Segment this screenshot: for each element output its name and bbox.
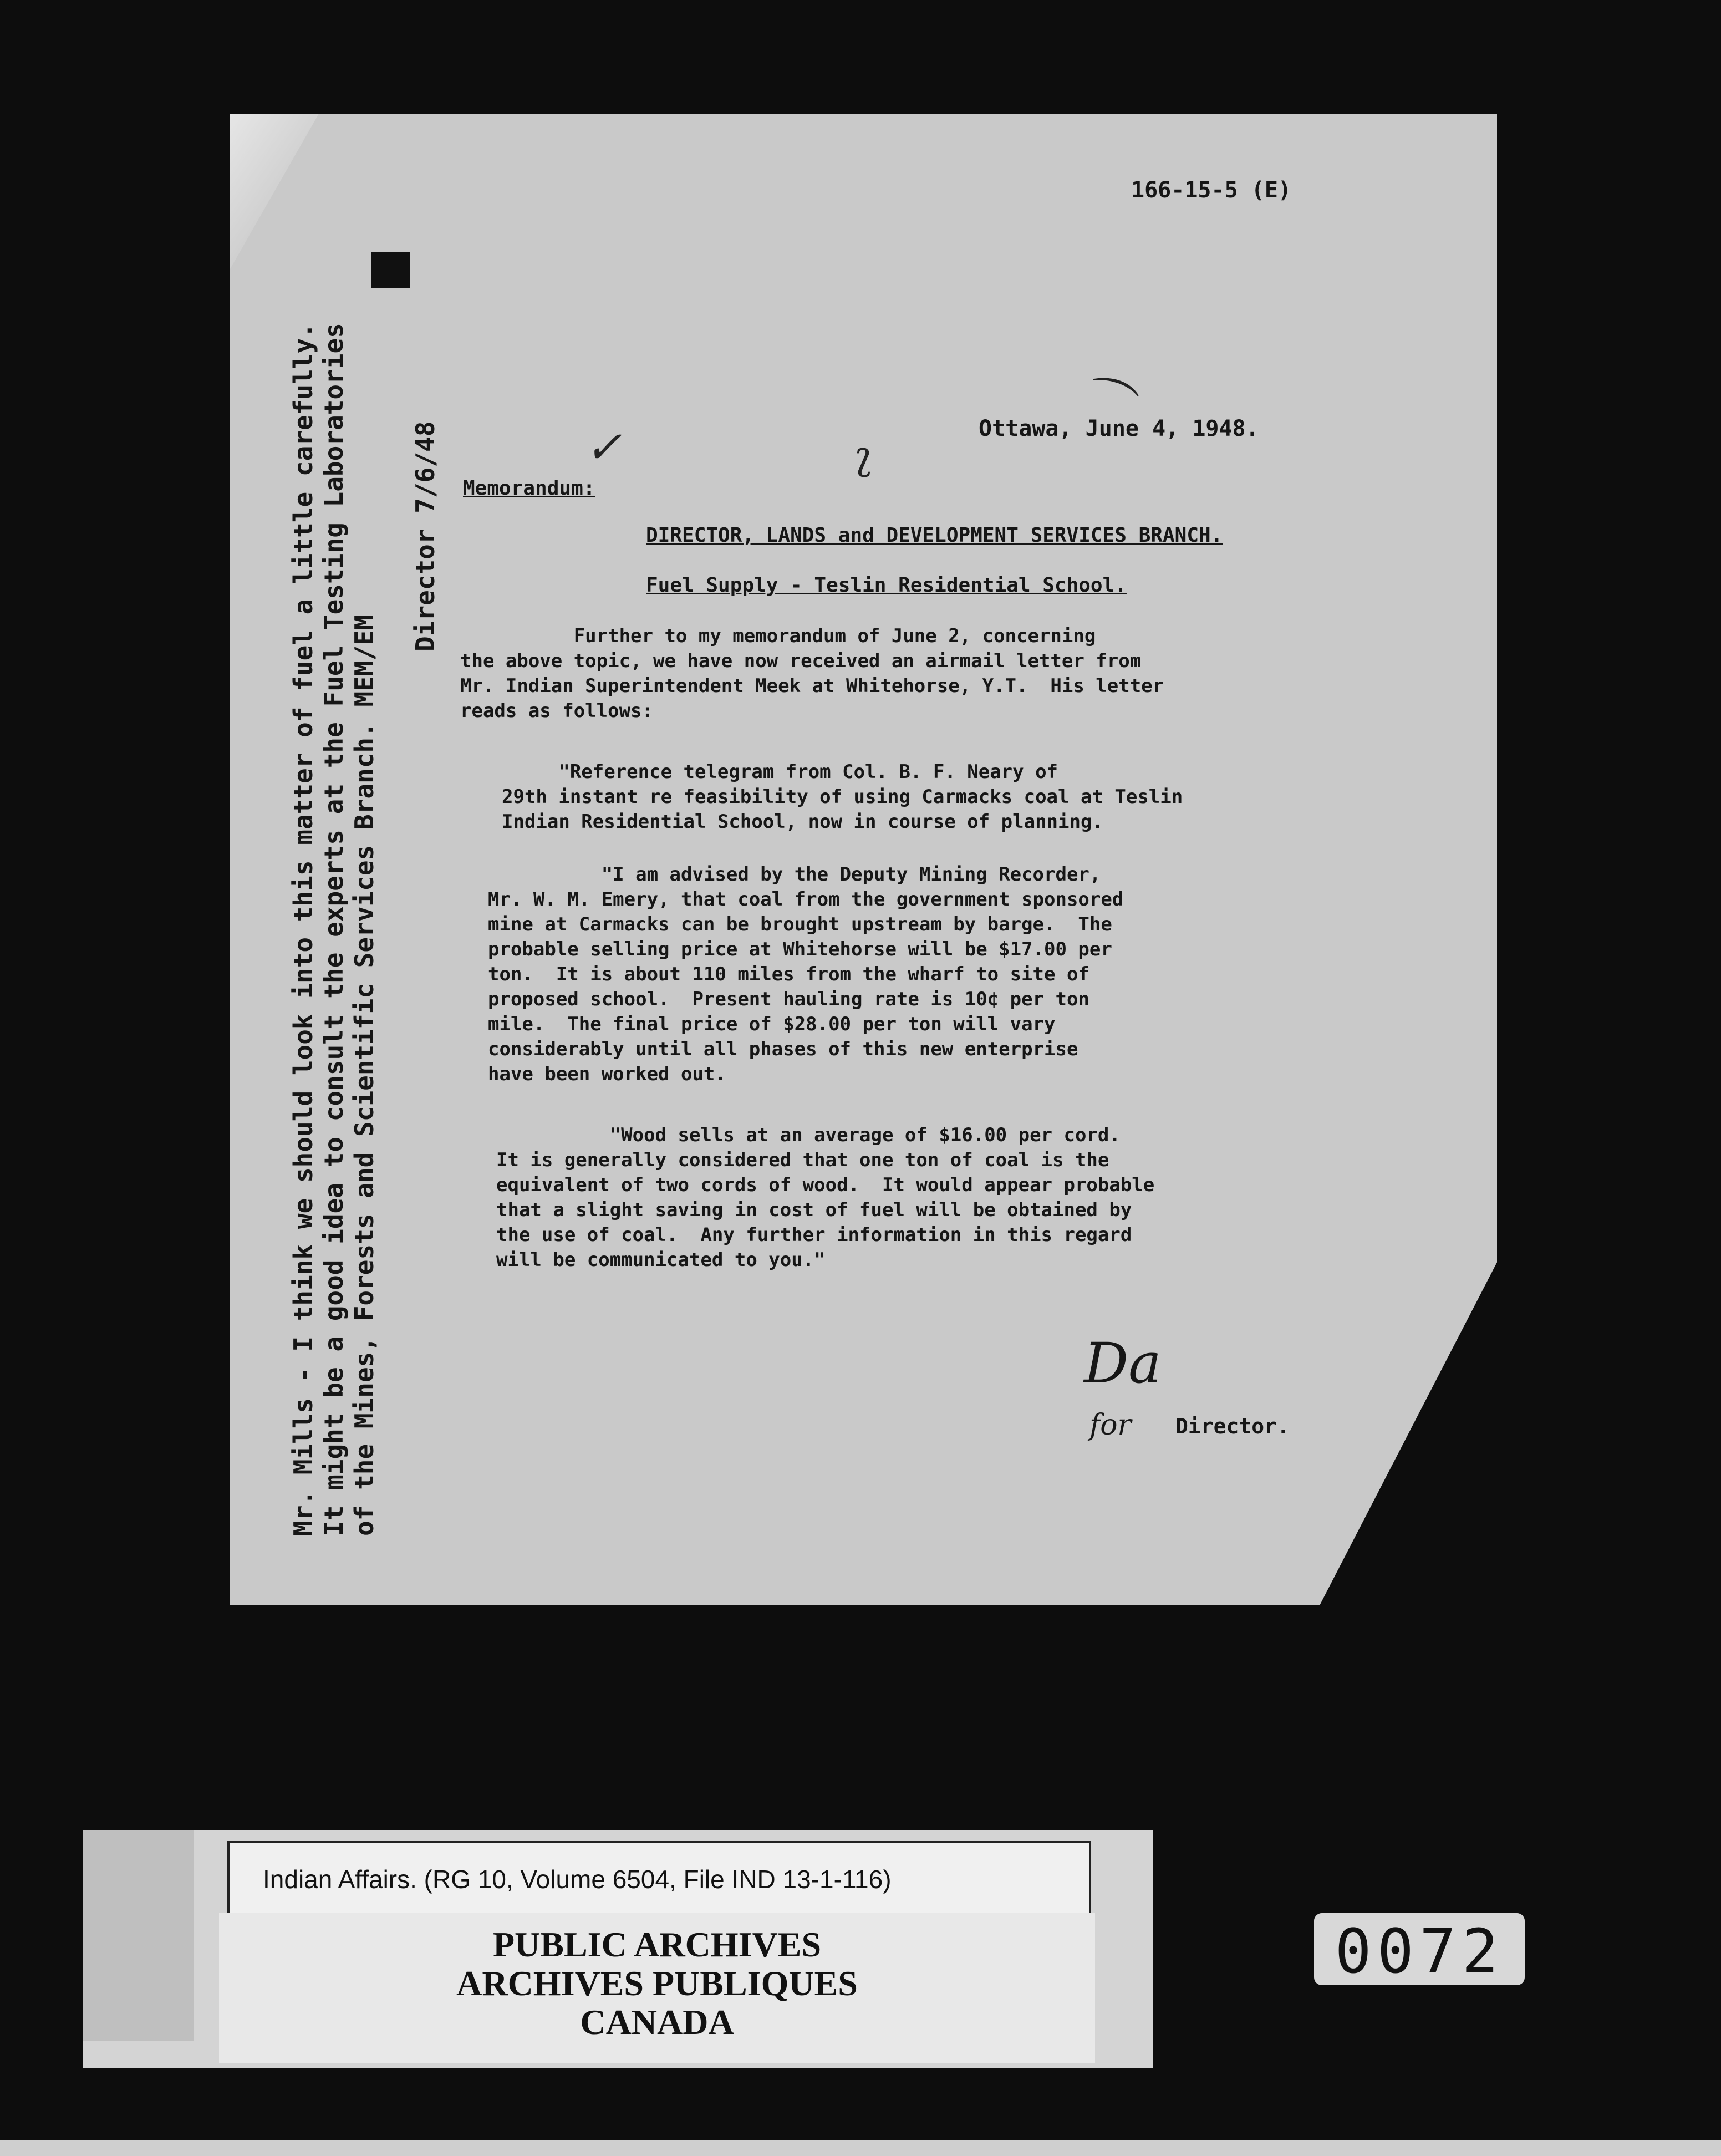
signature-title: Director. (1175, 1414, 1290, 1438)
archive-line-3: CANADA (580, 2002, 734, 2042)
memo-page (230, 114, 1497, 1605)
typist-initials: MEM/EM (349, 614, 379, 707)
paper-fold (230, 114, 319, 269)
margin-note-line-3-text: of the Mines, Forests and Scientific Services Branch. (349, 722, 379, 1536)
archive-reference-label (227, 1841, 1091, 1918)
check-mark-icon: ✓ (585, 421, 623, 473)
signature-initials: Da (1084, 1331, 1162, 1396)
memo-date: Ottawa, June 4, 1948. (979, 416, 1259, 441)
archive-reference: Indian Affairs. (RG 10, Volume 6504, File IND 13-1-116) (263, 1865, 892, 1894)
memo-subject: Fuel Supply - Teslin Residential School. (646, 574, 1127, 597)
memo-label: Memorandum: (463, 477, 595, 500)
margin-note-line-2: It might be a good idea to consult the experts at the Fuel Testing Laboratories (319, 323, 349, 1536)
film-edge (0, 2140, 1721, 2156)
margin-note-line-3 (349, 614, 379, 1536)
pencil-curve-mark: ⌒ (1068, 365, 1136, 437)
archive-stamp (219, 1913, 1095, 2063)
memo-paragraph-2: "Reference telegram from Col. B. F. Neary of 29th instant re feasibility of using Carmacks coal at Teslin Indian Residential School, now in course of planning. (502, 761, 1183, 833)
archive-strip-shade (83, 1830, 194, 2041)
tape-mark (371, 252, 410, 288)
pencil-stroke-mark: ʅ (854, 433, 873, 478)
margin-note-line-1: Mr. Mills - I think we should look into this matter of fuel a little carefully. (288, 323, 318, 1536)
frame-counter (1314, 1913, 1525, 1985)
archive-line-1: PUBLIC ARCHIVES (492, 1925, 822, 1964)
archive-line-2: ARCHIVES PUBLIQUES (456, 1964, 858, 2003)
memo-paragraph-3: "I am advised by the Deputy Mining Recorder, Mr. W. M. Emery, that coal from the government sponsored mine at Carmacks can be brought upstream by barge. The probable selling price at Whitehorse will be $17.00 per ton. It is about 110 miles from the wharf to site of proposed school. Present hauling rate is 10¢ per ton mile. The final price of $28.00 per ton will vary considerably until all phases of this new enterprise have been worked out. (488, 863, 1124, 1085)
memo-paragraph-4: "Wood sells at an average of $16.00 per cord. It is generally considered that one ton of coal is the equivalent of two cords of wood. It would appear probable that a slight saving in cost of fuel will be obtained by the use of coal. Any further information in this regard will be communicated to you." (496, 1124, 1155, 1271)
memo-addressee: DIRECTOR, LANDS and DEVELOPMENT SERVICES BRANCH. (646, 524, 1223, 547)
memo-paragraph-1: Further to my memorandum of June 2, concerning the above topic, we have now received an airmail letter from Mr. Indian Superintendent Meek at Whitehorse, Y.T. His letter reads as follows: (460, 625, 1164, 722)
signature-for: for (1089, 1408, 1132, 1442)
frame-number: 0072 (1335, 1916, 1504, 1987)
file-reference: 166-15-5 (E) (1131, 177, 1291, 203)
director-margin-note: Director 7/6/48 (410, 421, 440, 652)
